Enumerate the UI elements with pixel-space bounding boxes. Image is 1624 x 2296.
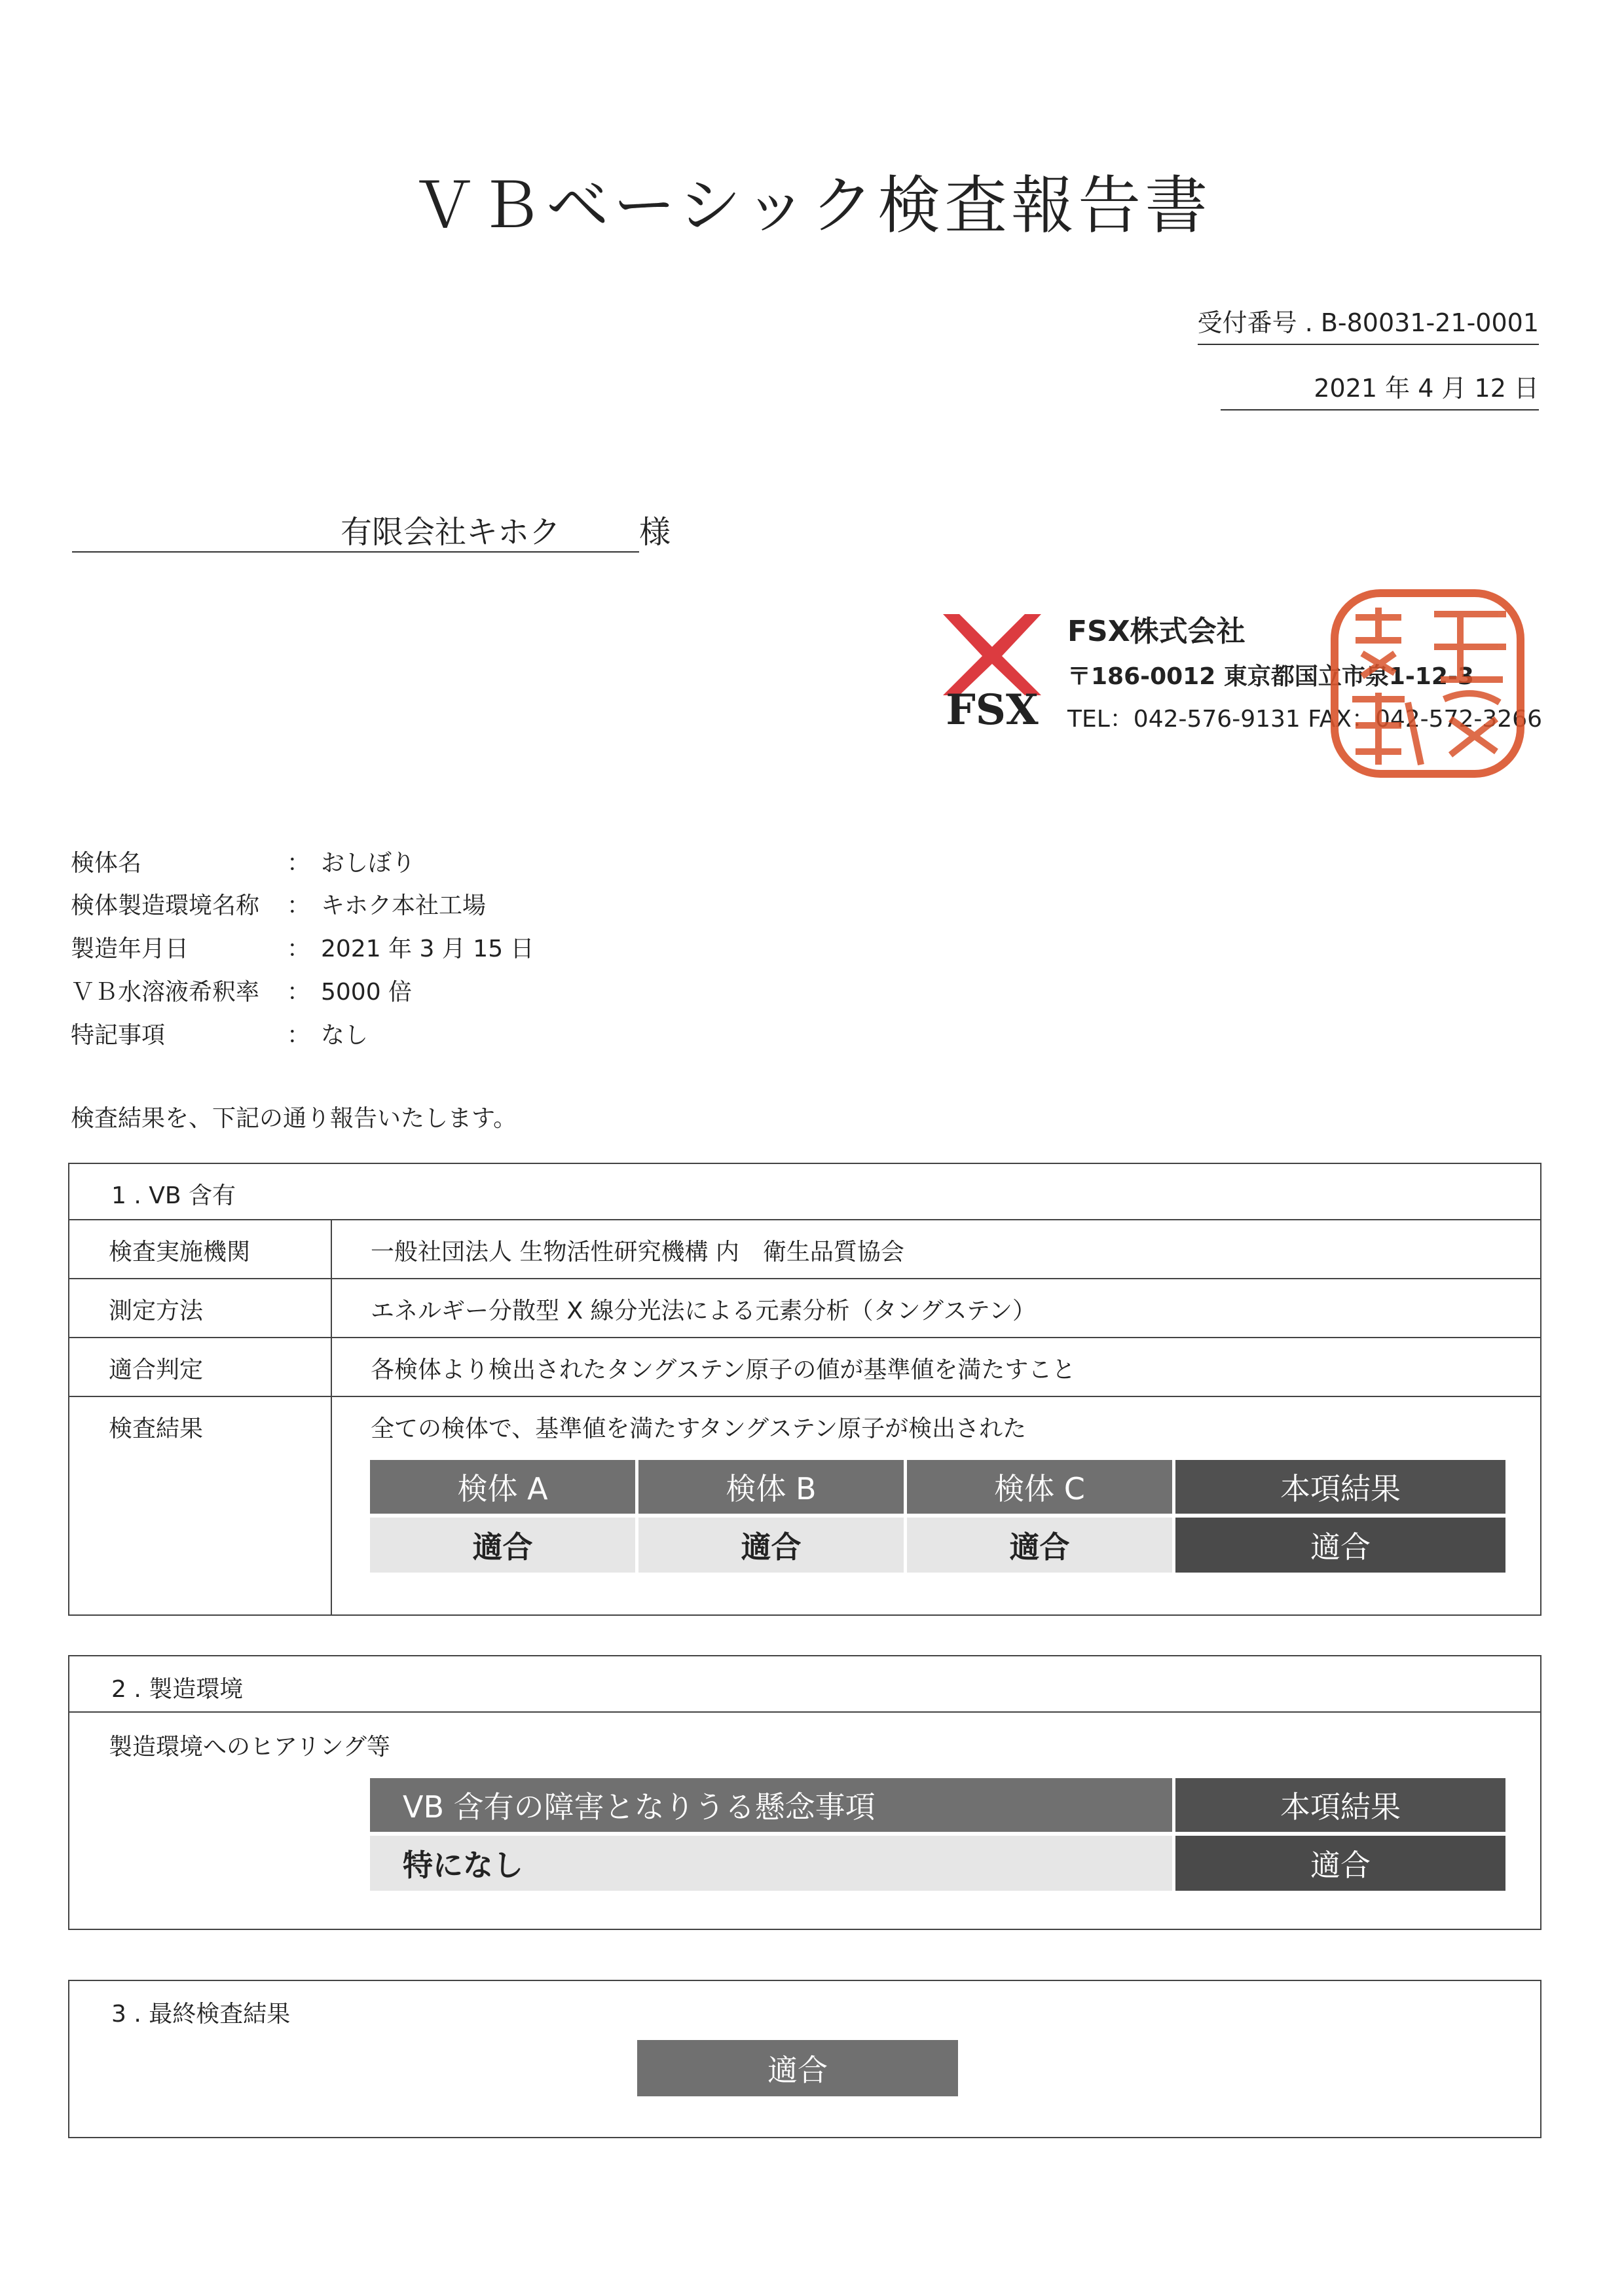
info-colon: ： xyxy=(287,979,311,1006)
section2-title: 2 . 製造環境 xyxy=(111,1676,244,1703)
divider xyxy=(68,1219,1541,1220)
info-value-factory: キホク本社工場 xyxy=(321,892,487,919)
info-label-notes: 特記事項 xyxy=(71,1022,166,1049)
info-colon: ： xyxy=(287,850,311,877)
result-section2: 適合 xyxy=(1175,1836,1505,1891)
divider xyxy=(68,1711,1541,1713)
row-label-criteria: 適合判定 xyxy=(109,1357,204,1383)
fsx-x-mark-icon xyxy=(936,609,1048,727)
section2-subtitle: 製造環境へのヒアリング等 xyxy=(109,1734,390,1760)
info-value-specimen: おしぼり xyxy=(321,850,416,877)
company-name: FSX株式会社 xyxy=(1067,615,1246,648)
receipt-number: 受付番号 . B-80031-21-0001 xyxy=(1198,302,1539,345)
company-logo xyxy=(936,609,1048,727)
report-title: ＶＢベーシック検査報告書 xyxy=(412,169,1212,242)
row-label-institution: 検査実施機関 xyxy=(109,1239,251,1266)
company-contact: TEL：042-576-9131 FAX：042-572-3266 xyxy=(1067,706,1542,733)
intro-text: 検査結果を、下記の通り報告いたします。 xyxy=(71,1105,517,1132)
info-label-manufacture-date: 製造年月日 xyxy=(71,936,189,962)
divider xyxy=(68,1337,1541,1338)
company-address: 〒186-0012 東京都国立市泉1-12-3 xyxy=(1067,663,1474,690)
row-label-results: 検査結果 xyxy=(109,1415,204,1442)
divider xyxy=(68,1278,1541,1279)
header-section-result: 本項結果 xyxy=(1175,1460,1505,1514)
header-specimen-a: 検体 A xyxy=(370,1460,635,1514)
header-concerns: VB 含有の障害となりうる懸念事項 xyxy=(370,1778,1172,1832)
row-value-criteria: 各検体より検出されたタングステン原子の値が基準値を満たすこと xyxy=(371,1357,1076,1383)
recipient-honorific: 様 xyxy=(639,514,671,551)
recipient-name: 有限会社キホク xyxy=(341,514,561,551)
info-value-manufacture-date: 2021 年 3 月 15 日 xyxy=(321,936,534,962)
company-seal-stamp xyxy=(1329,588,1526,779)
info-label-dilution: ＶＢ水溶液希釈率 xyxy=(71,979,260,1006)
header-specimen-b: 検体 B xyxy=(638,1460,904,1514)
section1-title: 1 . VB 含有 xyxy=(111,1182,236,1209)
header-specimen-c: 検体 C xyxy=(907,1460,1172,1514)
result-specimen-a: 適合 xyxy=(370,1518,635,1573)
info-colon: ： xyxy=(287,1022,311,1049)
row-label-method: 測定方法 xyxy=(109,1298,204,1324)
info-value-dilution: 5000 倍 xyxy=(321,979,413,1006)
info-colon: ： xyxy=(287,892,311,919)
section3-title: 3 . 最終検査結果 xyxy=(111,2001,291,2028)
info-colon: ： xyxy=(287,936,311,962)
result-specimen-c: 適合 xyxy=(907,1518,1172,1573)
header-section2-result: 本項結果 xyxy=(1175,1778,1505,1832)
row-value-method: エネルギー分散型 X 線分光法による元素分析（タングステン） xyxy=(371,1298,1036,1324)
logo-wordmark: FSX xyxy=(946,685,1039,727)
divider xyxy=(331,1219,332,1616)
result-section: 適合 xyxy=(1175,1518,1505,1573)
result-specimen-b: 適合 xyxy=(638,1518,904,1573)
report-date: 2021 年 4 月 12 日 xyxy=(1221,368,1539,410)
final-result-badge: 適合 xyxy=(637,2040,958,2096)
divider xyxy=(68,1396,1541,1397)
row-value-results: 全ての検体で、基準値を満たすタングステン原子が検出された xyxy=(371,1415,1027,1442)
info-label-specimen: 検体名 xyxy=(71,850,142,877)
row-value-institution: 一般社団法人 生物活性研究機構 内 衛生品質協会 xyxy=(371,1239,904,1266)
value-concerns: 特になし xyxy=(370,1836,1172,1891)
info-value-notes: なし xyxy=(321,1022,369,1049)
info-label-factory: 検体製造環境名称 xyxy=(71,892,260,919)
